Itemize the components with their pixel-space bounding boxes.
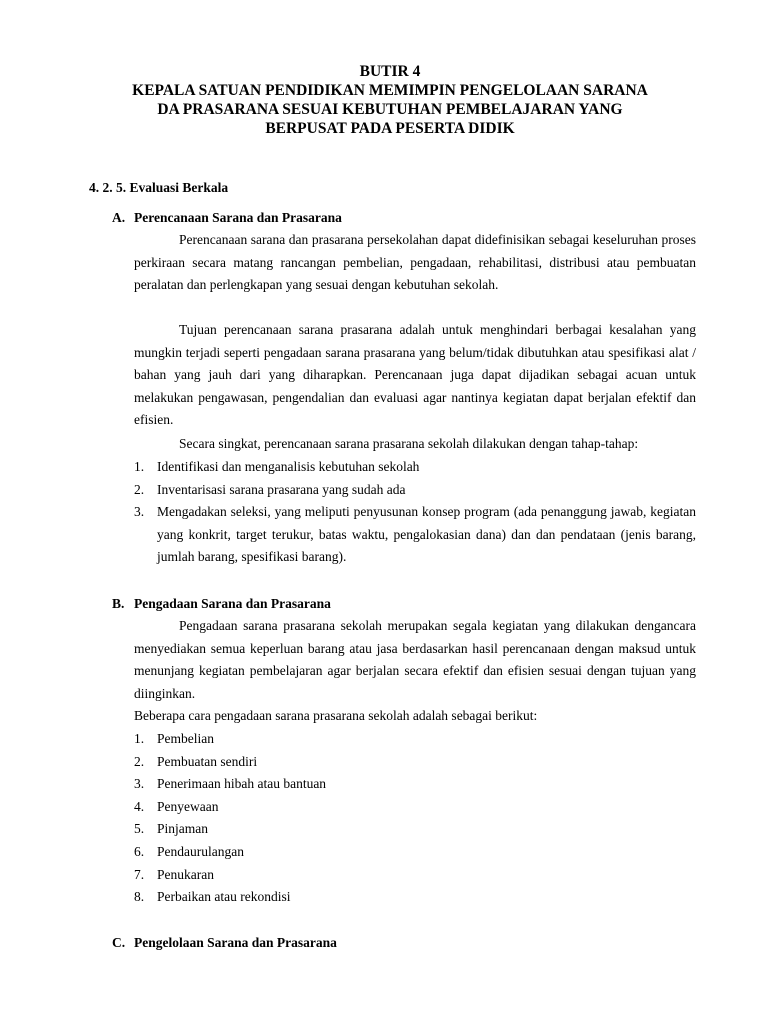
title-line-4: BERPUSAT PADA PESERTA DIDIK <box>265 120 515 137</box>
section-b-paragraph-2: Beberapa cara pengadaan sarana prasarana sekolah adalah sebagai berikut: <box>134 708 538 723</box>
title-line-2: KEPALA SATUAN PENDIDIKAN MEMIMPIN PENGELOLAAN SARANA <box>132 82 648 99</box>
list-item: 6. Pendaurulangan <box>134 843 244 859</box>
section-a-title: Perencanaan Sarana dan Prasarana <box>134 210 342 225</box>
title-line-1: BUTIR 4 <box>359 63 421 80</box>
section-c-letter: C. <box>112 935 126 950</box>
section-a-letter: A. <box>112 210 126 225</box>
list-item: 2. Pembuatan sendiri <box>134 753 258 769</box>
section-b-list <box>134 728 696 909</box>
list-item: 2. Inventarisasi sarana prasarana yang sudah ada <box>134 481 406 497</box>
list-item: 4. Penyewaan <box>134 798 219 814</box>
section-a-heading <box>112 209 342 227</box>
document-title <box>80 62 700 138</box>
section-b-heading <box>112 595 331 613</box>
list-item: 1. Identifikasi dan menganalisis kebutuhan sekolah <box>134 459 420 474</box>
section-a-list <box>134 456 696 569</box>
section-a-paragraph-2: Tujuan perencanaan sarana prasarana adalah untuk menghindari berbagai kesalahan yang mungkin terjadi seperti pengadaan sarana prasarana yang belum/tidak dibutuhkan atau spesifikasi alat / bahan yang jauh dari yang diharapkan. Perencanaan juga dapat dijadikan sebagai acuan untuk melakukan pengawasan, pengendalian dan evaluasi agar nantinya kegiatan dapat berjalan efektif dan efisien. <box>134 322 696 428</box>
list-item: 8. Perbaikan atau rekondisi <box>134 889 291 905</box>
list-item: 3. Mengadakan seleksi, yang meliputi penyusunan konsep program (ada penanggung jawab, kegiatan yang konkrit, target terukur, batas waktu, pengalokasian dana) dan dan pendataan (jenis barang, jumlah barang, spesifikasi barang). <box>134 504 696 565</box>
title-line-3: DA PRASARANA SESUAI KEBUTUHAN PEMBELAJARAN YANG <box>157 101 623 118</box>
section-b-paragraph-1: Pengadaan sarana prasarana sekolah merupakan segala kegiatan yang dilakukan dengancara menyediakan semua keperluan barang atau jasa berdasarkan hasil perencanaan dengan maksud untuk menunjang kegiatan pembelajaran agar berjalan secara efektif dan efisien sesuai dengan tujuan yang diinginkan. <box>134 618 696 701</box>
section-a-paragraph-3: Secara singkat, perencanaan sarana prasarana sekolah dilakukan dengan tahap-tahap: <box>179 436 639 451</box>
list-item: 1. Pembelian <box>134 731 214 746</box>
section-a-paragraph-1: Perencanaan sarana dan prasarana persekolahan dapat didefinisikan sebagai keseluruhan proses perkiraan secara matang rancangan pembelian, pengadaan, rehabilitasi, distribusi atau pembuatan peralatan dan perlengkapan yang sesuai dengan kebutuhan sekolah. <box>134 232 696 293</box>
section-c-title: Pengelolaan Sarana dan Prasarana <box>134 935 337 950</box>
section-c-heading <box>112 934 337 952</box>
list-item: 3. Penerimaan hibah atau bantuan <box>134 776 327 792</box>
section-heading: 4. 2. 5. Evaluasi Berkala <box>89 180 229 195</box>
section-b-title: Pengadaan Sarana dan Prasarana <box>134 596 331 611</box>
list-item: 7. Penukaran <box>134 866 214 882</box>
section-b-letter: B. <box>112 596 125 611</box>
list-item: 5. Pinjaman <box>134 821 208 837</box>
